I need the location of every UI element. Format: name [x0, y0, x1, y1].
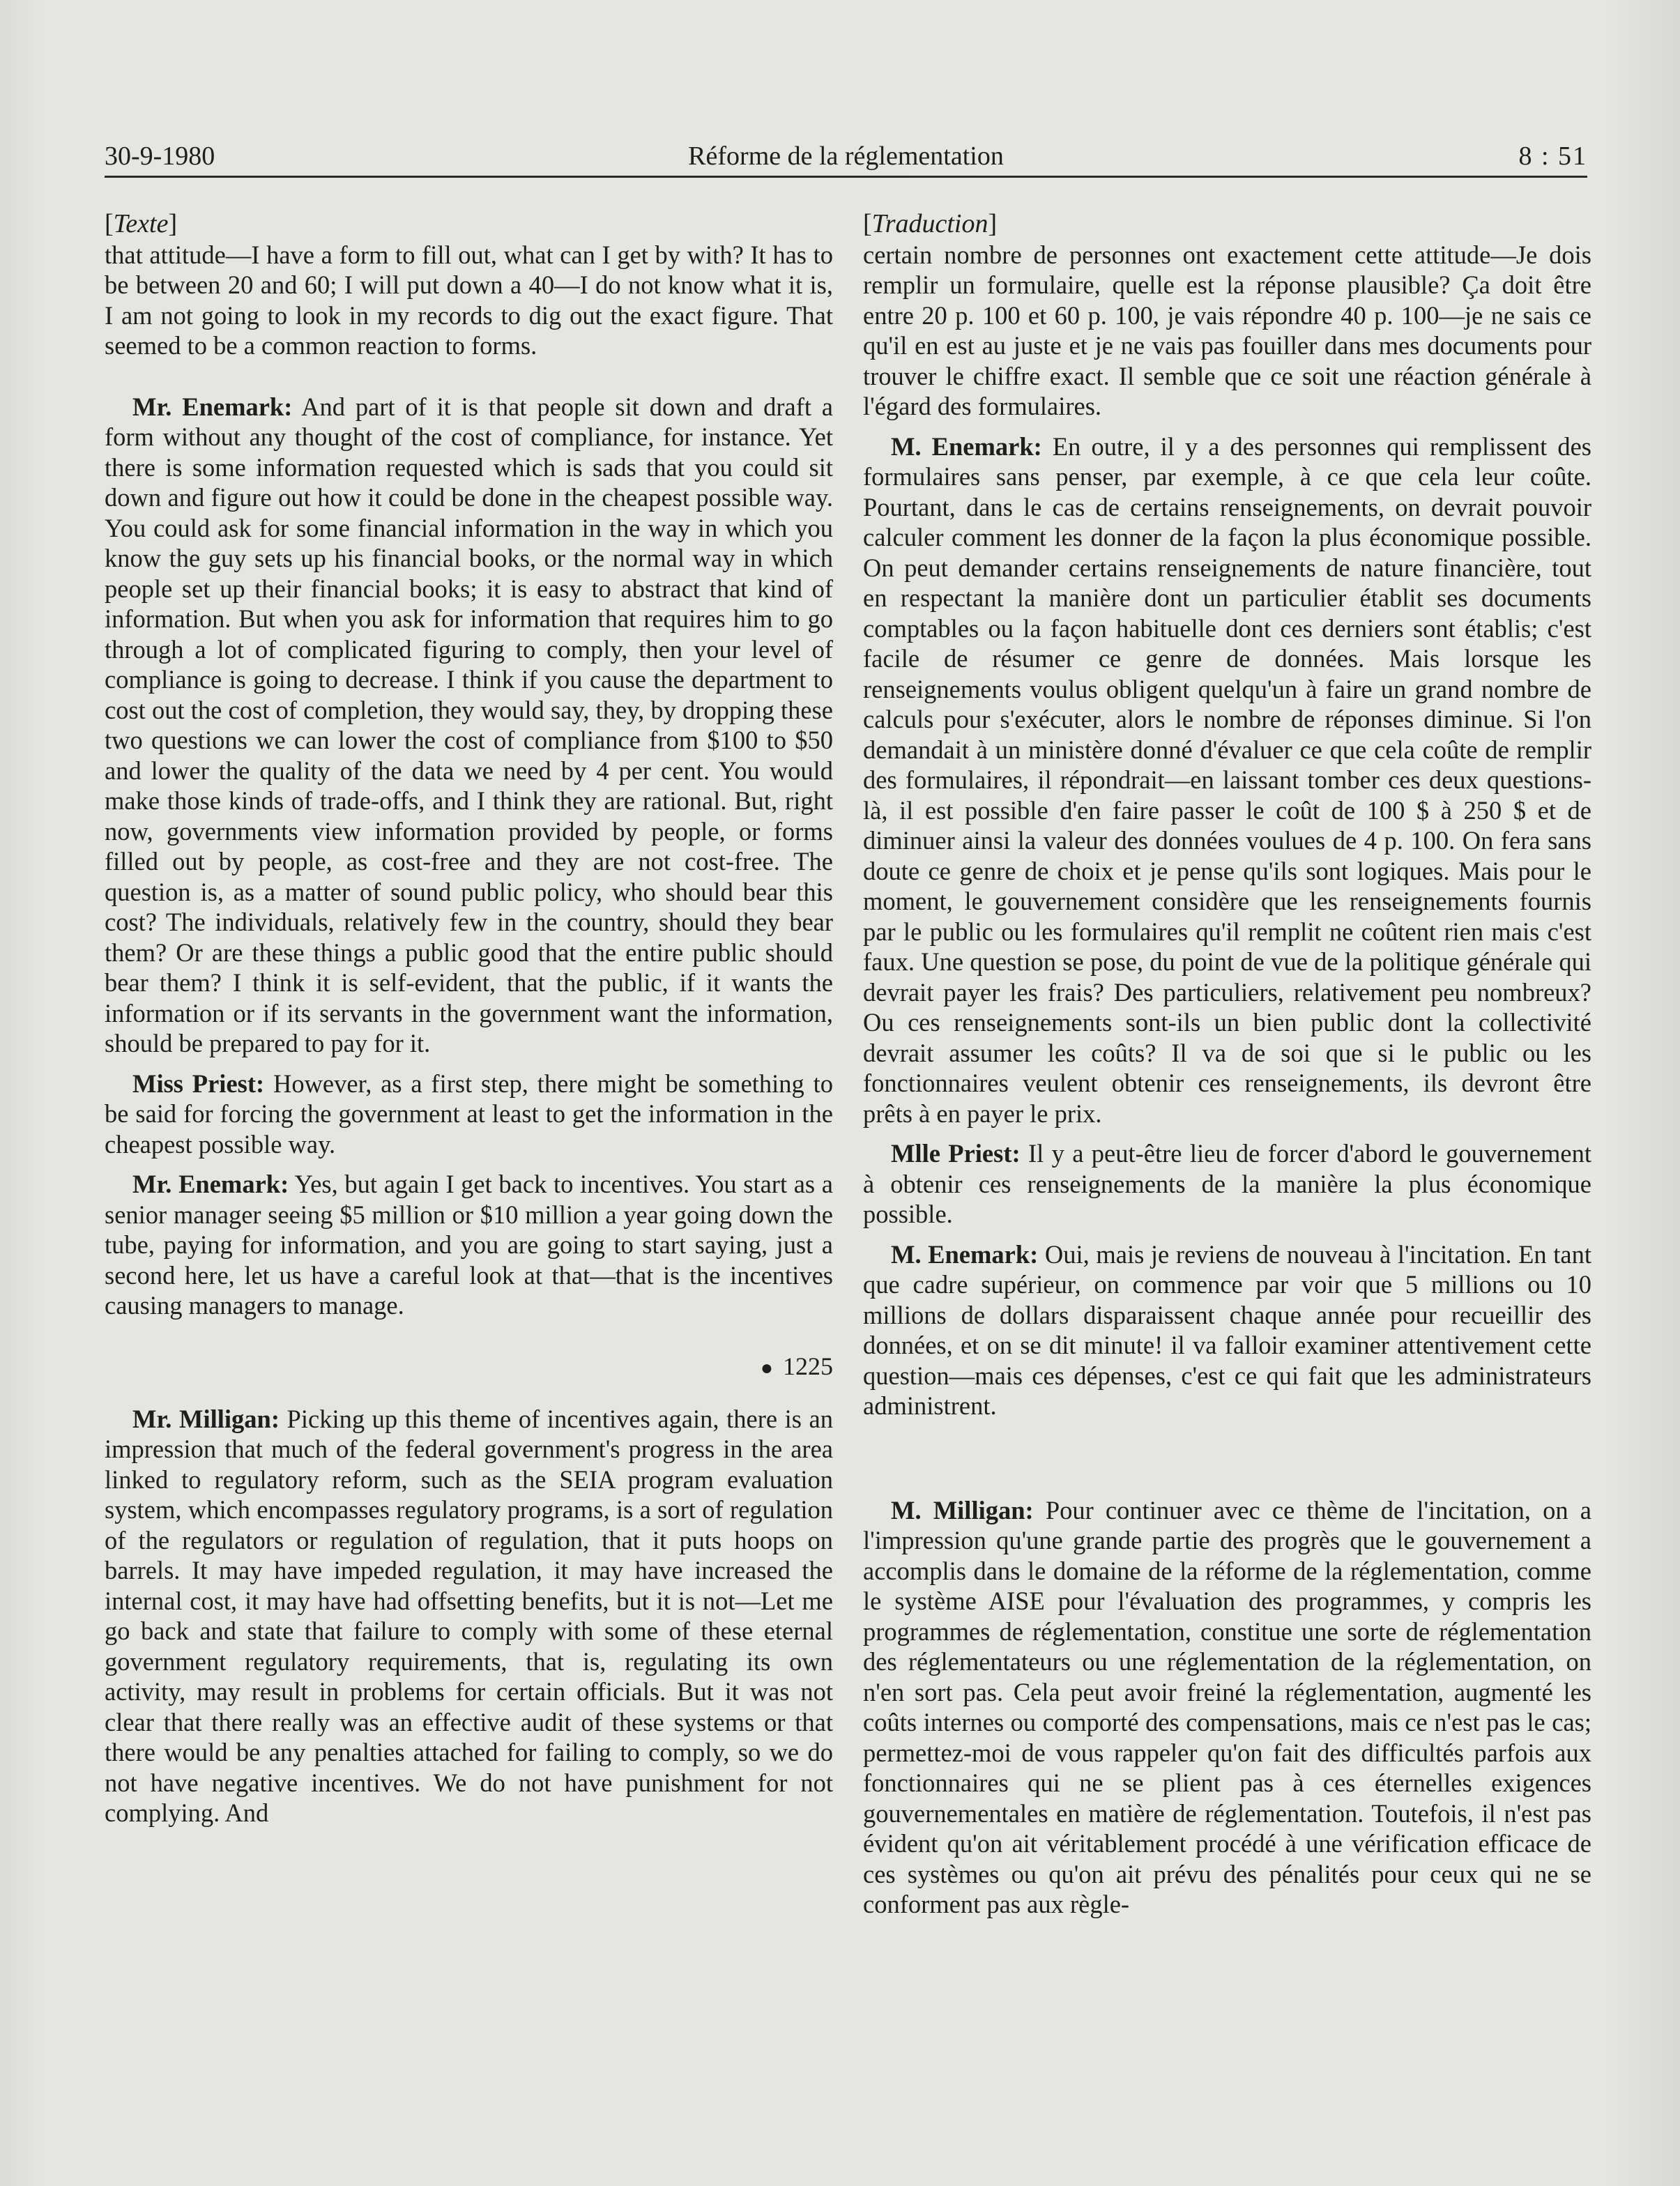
header-date: 30-9-1980	[105, 142, 215, 171]
speech-text: However, as a first step, there might be something to be said for forcing the government at least to get the information in the cheapest possible way.	[105, 1069, 833, 1159]
speech-text: Pour continuer avec ce thème de l'incitation, on a l'impression qu'une grande partie des progrès que le gouvernement a accomplis dans le domaine de la réforme de la réglementation, comme le système AISE pour l'évaluation des programmes, y compris les programmes de réglementation, constitue une sorte de réglementation des réglementateurs ou une réglementation de la réglementation, on n'en sort pas. Cela peut avoir freiné la réglementation, augmenté les coûts internes ou comporté des compensations, mais ce n'est pas le cas; permettez-moi de vous rappeler qu'on fait des difficultés parfois aux fonctionnaires qui ne se plient pas à ces éternelles exigences gouvernementales en matière de réglementation. Toutefois, il n'est pas évident qu'on ait véritablement procédé à une vérification efficace de ces systèmes ou qu'on ait prévu des pénalités pour ceux qui ne se conforment pas aux règle-	[863, 1495, 1591, 1918]
column-label-texte: [Texte]	[105, 209, 178, 238]
paragraph-enemark-1	[105, 392, 833, 1059]
paragraph-priest	[105, 1069, 833, 1160]
header-title: Réforme de la réglementation	[688, 142, 1004, 171]
paragraph-priest	[863, 1138, 1591, 1230]
speaker-name: M. Enemark:	[891, 1239, 1039, 1269]
speech-text: Picking up this theme of incentives again, there is an impression that much of the federal government's progress in the area linked to regulatory reform, such as the SEIA program evaluation system, which encompasses regulatory programs, is a sort of regulation of the regulators or regulation of regulation, that it puts hoops on barrels. It may have impeded regulation, it may have increased the internal cost, it may have had offsetting benefits, but it is not—Let me go back and state that failure to comply with some of these eternal government regulatory requirements, that is, regulating its own activity, may result in problems for certain officials. But it was not clear that there really was an effective audit of these systems or that there would be any penalties attached for failing to comply, so we do not have negative incentives. We do not have punishment for not complying. And	[105, 1404, 833, 1827]
paragraph-milligan	[105, 1404, 833, 1828]
speaker-name: M. Enemark:	[891, 431, 1042, 461]
paragraph: that attitude—I have a form to fill out, what can I get by with? It has to be between 20 and 60; I will put down a 40—I do not know what it is, I am not going to look in my records to dig out the exact figure. That seemed to be a common reaction to forms.	[105, 240, 833, 360]
paragraph-enemark-2	[105, 1169, 833, 1321]
time-marker-value: 1225	[783, 1352, 833, 1380]
speaker-name: Mr. Enemark:	[132, 392, 293, 421]
column-label-traduction: [Traduction]	[863, 209, 998, 238]
speech-text: En outre, il y a des personnes qui remplissent des formulaires sans penser, par exemple, à ce que cela leur coûte. Pourtant, dans le cas de certains renseignements, on devrait pouvoir calculer comment les donner de la façon la plus économique possible. On peut demander certains renseignements de nature financière, tout en respectant la manière dont un particulier établit ses documents comptables ou la façon habituelle dont ces derniers sont établis; c'est facile de résumer ce genre de données. Mais lorsque les renseignements voulus obligent quelqu'un à faire un grand nombre de calculs pour s'exécuter, alors le nombre de réponses diminue. Si l'on demandait à un ministère donné d'évaluer ce que cela coûte de remplir des formulaires, il répondrait—en laissant tomber ces deux questions-là, il est possible d'en faire passer le coût de 100 $ à 250 $ et de diminuer ainsi la valeur des données voulues de 4 p. 100. On fera sans doute ce genre de choix et je pense qu'ils sont logiques. Mais pour le moment, le gouvernement considère que les renseignements fournis par le public ou les formulaires qu'il remplit ne coûtent rien mais c'est faux. Une question se pose, du point de vue de la politique générale qui devrait payer les frais? Des particuliers, relativement peu nombreux? Ou ces renseignements sont-ils un bien public dont la collectivité devrait assumer les coûts? Il va de soi que si le public ou les fonctionnaires veulent obtenir ces renseignements, ils devront être prêts à en payer le prix.	[863, 431, 1591, 1128]
speaker-name: Mr. Milligan:	[132, 1404, 280, 1433]
speaker-name: Miss Priest:	[132, 1069, 265, 1098]
paragraph-enemark-1	[863, 431, 1591, 1129]
header-page-number: 8 : 51	[1518, 142, 1587, 171]
french-column	[863, 209, 1591, 1920]
bullet-icon: ●	[760, 1356, 773, 1379]
speaker-name: Mlle Priest:	[891, 1139, 1021, 1168]
speech-text: And part of it is that people sit down and draft a form without any thought of the cost of compliance, for instance. Yet there is some information requested which is sads that you could sit down and figure out how it could be done in the cheapest possible way. You could ask for some financial information in the way in which you know the guy sets up his financial books, or the normal way in which people set up their financial books; it is easy to abstract that kind of information. But when you ask for information that requires him to go through a lot of complicated figuring to comply, then your level of compliance is going to decrease. I think if you cause the department to cost out the cost of completion, they would say, they, by dropping these two questions we can lower the cost of compliance from $100 to $50 and lower the quality of the data we need by 4 per cent. You would make those kinds of trade-offs, and I think they are rational. But, right now, governments view information provided by people, or forms filled out by people, as cost-free and they are not cost-free. The question is, as a matter of sound public policy, who should bear this cost? The individuals, relatively few in the country, should they bear them? Or are these things a public good that the entire public should bear them? I think it is self-evident, that the public, if it wants the information or if its servants in the government want the information, should be prepared to pay for it.	[105, 392, 833, 1057]
time-marker	[105, 1352, 833, 1383]
english-column	[105, 209, 833, 1828]
speech-text: Il y a peut-être lieu de forcer d'abord le gouvernement à obtenir ces renseignements de la manière la plus économique possible.	[863, 1139, 1591, 1228]
paragraph: certain nombre de personnes ont exactement cette attitude—Je dois remplir un formulaire, quelle est la réponse plausible? Ça doit être entre 20 p. 100 et 60 p. 100, je vais répondre 40 p. 100—je ne sais ce qu'il en est au juste et je ne vais pas fouiller dans mes documents pour trouver le chiffre exact. Il semble que ce soit une réaction générale à l'égard des formulaires.	[863, 240, 1591, 420]
speech-text: Yes, but again I get back to incentives. You start as a senior manager seeing $5 million or $10 million a year going down the tube, paying for information, and you are going to start saying, just a second here, let us have a careful look at that—that is the incentives causing managers to manage.	[105, 1170, 833, 1320]
speaker-name: Mr. Enemark:	[132, 1170, 289, 1198]
paragraph-enemark-2	[863, 1239, 1591, 1421]
page-header	[105, 137, 1587, 178]
speech-text: Oui, mais je reviens de nouveau à l'incitation. En tant que cadre supérieur, on commence par voir que 5 millions ou 10 millions de dollars disparaissent chaque année pour recueillir des données, et on se dit minute! il va falloir examiner attentivement cette question—mais ces dépenses, c'est ce qui fait que les administrateurs administrent.	[863, 1239, 1591, 1420]
paragraph-milligan	[863, 1495, 1591, 1920]
speaker-name: M. Milligan:	[891, 1495, 1034, 1524]
